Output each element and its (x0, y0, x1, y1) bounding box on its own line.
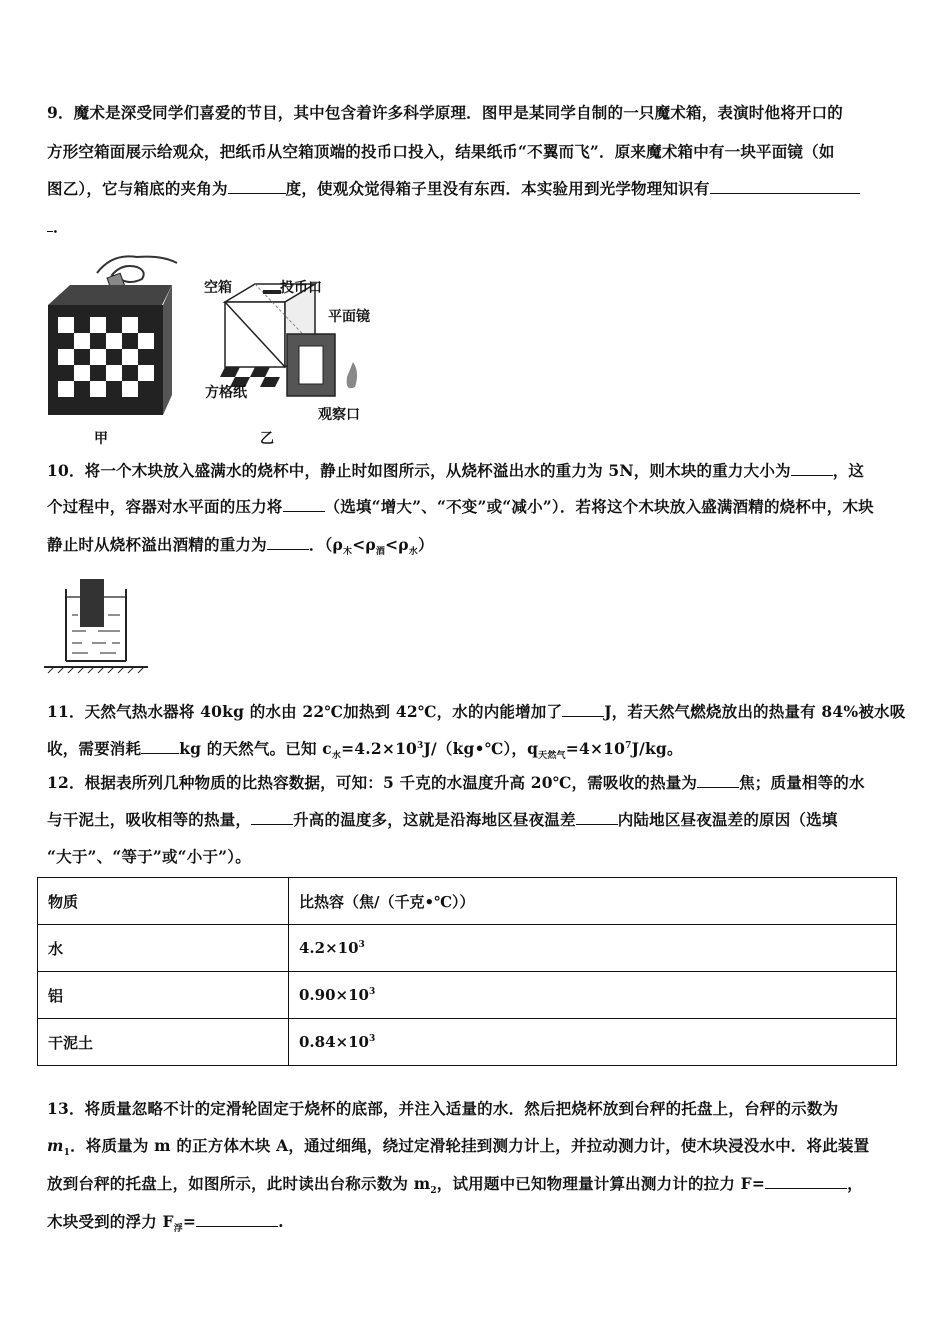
q11-blank-gas[interactable] (141, 739, 179, 754)
table-header-cell: 比热容（焦/（千克•℃）） (289, 878, 897, 925)
q9-figure-yi-label: 乙 (260, 431, 274, 447)
q9-line3b: 度，使观众觉得箱子里没有东西．本实验用到光学物理知识有 (285, 179, 710, 198)
q9-line1: 9．魔术是深受同学们喜爱的节目，其中包含着许多科学原理．图甲是某同学自制的一只魔术箱，表演时他将开口的 (47, 103, 843, 122)
q13-blank-force[interactable] (765, 1174, 847, 1189)
table-cell-substance: 铝 (38, 972, 289, 1019)
q13-blank-buoyancy[interactable] (196, 1212, 278, 1227)
q10-beaker-figure (42, 575, 152, 675)
q12-line3: “大于”、“等于”或“小于”）。 (47, 847, 251, 866)
table-cell-value: $0.90\times 10^3$ (289, 972, 897, 1019)
table-cell-value: $0.84\times 10^3$ (289, 1019, 897, 1066)
q10-line1: 10．将一个木块放入盛满水的烧杯中，静止时如图所示，从烧杯溢出水的重力为 5N，则木块的重力大小为 ，这 (47, 461, 865, 480)
q9-line4: ． (47, 215, 69, 237)
q13-line2: $m_1$．将质量为 m 的正方体木块 A，通过细绳，绕过定滑轮挂到测力计上，并拉动测力计，使木块浸没水中．将此装置 (47, 1136, 870, 1159)
q12-blank-heat[interactable] (697, 773, 739, 788)
q9-label-guanchakou: 观察口 (318, 407, 360, 423)
q12-line2: 与干泥土，吸收相等的热量， 升高的温度多，这就是沿海地区昼夜温差 内陆地区昼夜温差的原因（选填 (47, 810, 838, 829)
specific-heat-table (37, 877, 897, 1066)
table-cell-value: $4.2\times 10^3$ (289, 925, 897, 972)
table-header-cell: 物质 (38, 878, 289, 925)
q9-figure-jia (42, 245, 182, 425)
q9-label-toubikou: 投币口 (280, 280, 322, 296)
q9-label-fanggezhi: 方格纸 (205, 385, 247, 401)
table-cell-substance: 干泥土 (38, 1019, 289, 1066)
q10-blank-pressure[interactable] (283, 497, 325, 512)
table-row (38, 1019, 897, 1066)
q9-line2: 方形空箱面展示给观众，把纸币从空箱顶端的投币口投入，结果纸币“不翼而飞”．原来魔术箱中有一块平面镜（如 (47, 142, 835, 161)
q9-line3a: 图乙），它与箱底的夹角为 (47, 179, 228, 198)
q13-line4: 木块受到的浮力 $F_浮=$ . (47, 1212, 284, 1235)
q10-blank-weight[interactable] (791, 461, 833, 476)
q9-blank-optics[interactable] (710, 179, 860, 194)
q9-figure-jia-label: 甲 (94, 431, 108, 447)
q11-blank-energy[interactable] (562, 702, 604, 717)
q13-line1: 13．将质量忽略不计的定滑轮固定于烧杯的底部，并注入适量的水．然后把烧杯放到台秤的托盘上，台秤的示数为 (47, 1099, 839, 1118)
q12-blank-compare[interactable] (576, 810, 618, 825)
q11-line2: 收，需要消耗 kg 的天然气。已知 $c_水=4.2\times 10^3J/(kg•℃)$，$q_{天然气}=4\times 10^7J/kg$。 (47, 739, 683, 762)
q9-line3 (47, 177, 860, 199)
table-row (38, 925, 897, 972)
table-row (38, 972, 897, 1019)
q9-label-pingmianjing: 平面镜 (328, 309, 370, 325)
q9-blank-angle[interactable] (228, 179, 286, 194)
q10-blank-alcohol[interactable] (267, 535, 309, 550)
q12-blank-which[interactable] (251, 810, 293, 825)
table-cell-substance: 水 (38, 925, 289, 972)
table-header-row (38, 878, 897, 925)
q11-line1: 11．天然气热水器将 40kg 的水由 22℃加热到 42℃，水的内能增加了 J，若天然气燃烧放出的热量有 84%被水吸 (47, 702, 906, 721)
q10-line3: 静止时从烧杯溢出酒精的重力为 ．$(\rho_木<\rho_酒<\rho_水)$ (47, 535, 434, 558)
q10-line2: 个过程中，容器对水平面的压力将 （选填“增大”、“不变”或“减小”）．若将这个木块放入盛满酒精的烧杯中，木块 (47, 497, 874, 516)
q9-label-kongxiang: 空箱 (204, 280, 232, 296)
q13-line3: 放到台秤的托盘上，如图所示，此时读出台称示数为 $m_2$，试用题中已知物理量计算出测力计的拉力 F= ， (47, 1174, 863, 1197)
q12-line1: 12．根据表所列几种物质的比热容数据，可知：5 千克的水温度升高 20℃，需吸收的热量为 焦；质量相等的水 (47, 773, 865, 792)
